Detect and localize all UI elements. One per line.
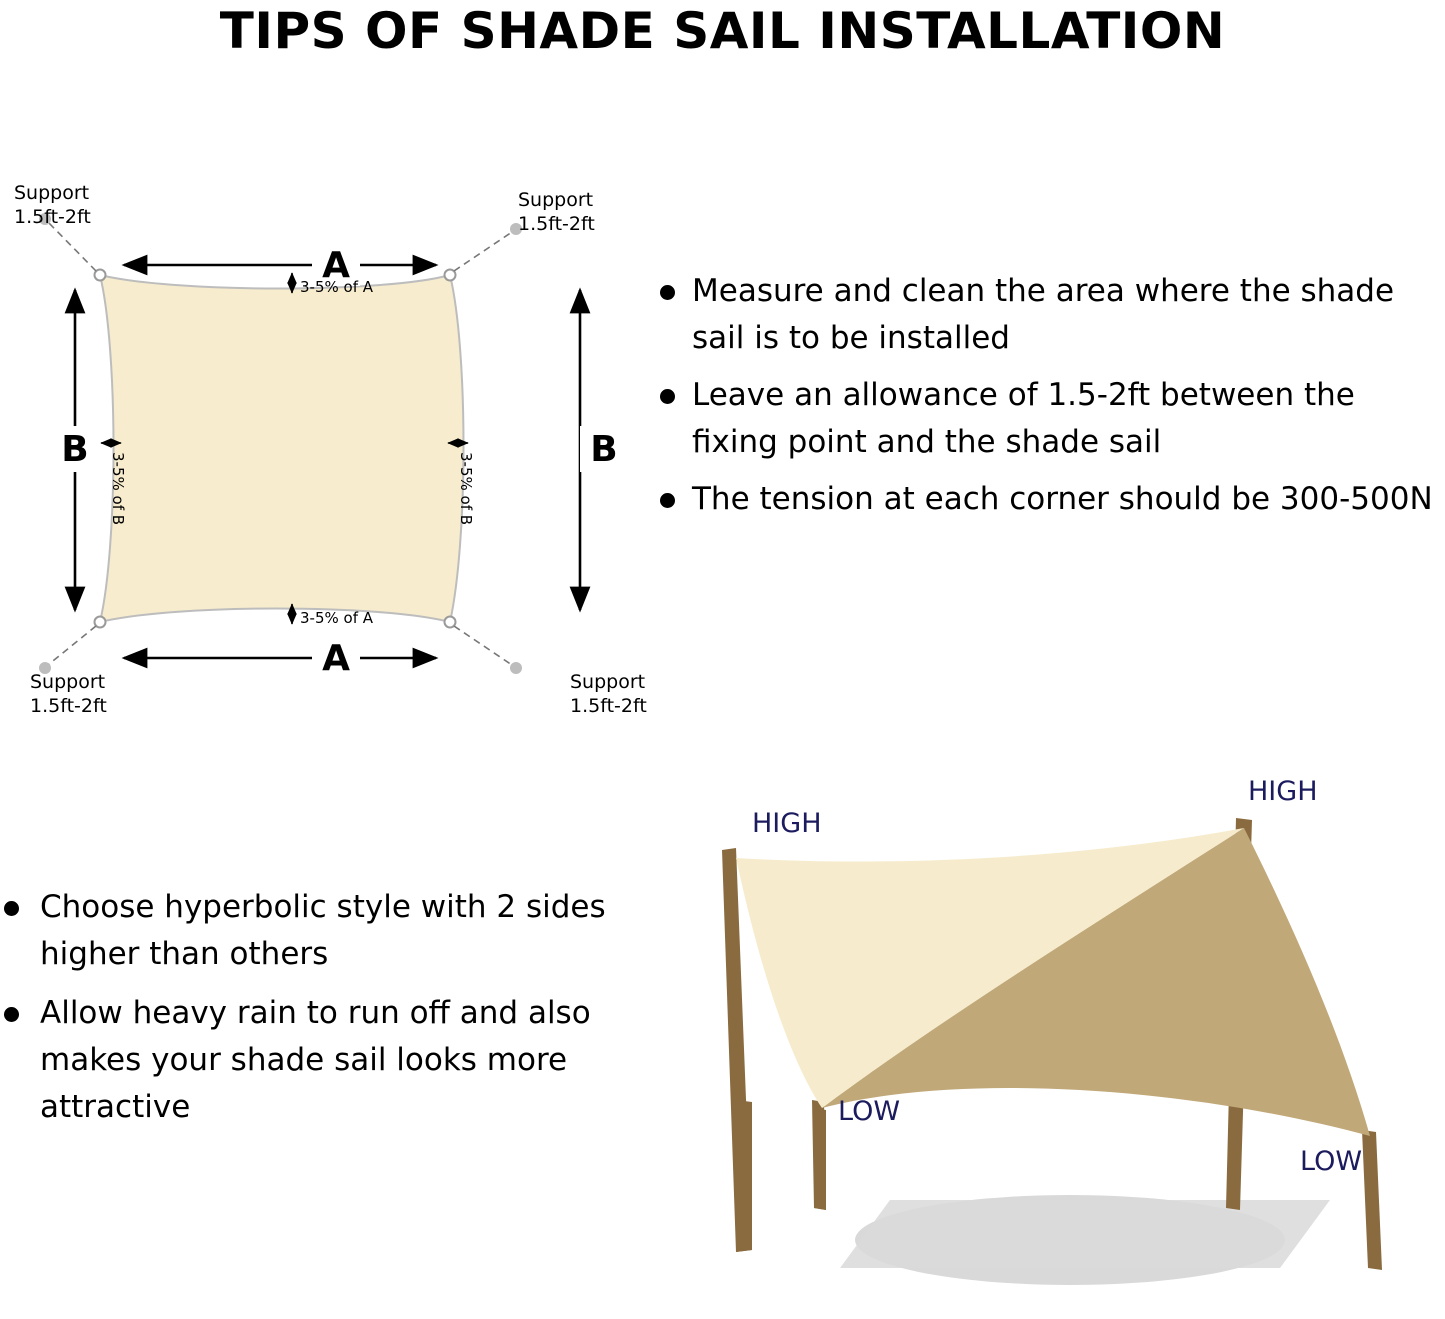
support-line-bottom-right — [454, 626, 512, 665]
support-label-bottom-right-line1: Support — [570, 671, 646, 693]
dimension-label-top-A: A — [322, 245, 350, 286]
curve-label-bottom: 3-5% of A — [300, 609, 374, 627]
bullet-dot-icon — [4, 1007, 19, 1022]
dimension-label-left-B: B — [61, 429, 89, 470]
post-low-left-front — [814, 1108, 826, 1210]
list-item-text: Choose hyperbolic style with 2 sides higher than others — [40, 889, 606, 973]
sail-shape — [100, 275, 464, 622]
corner-eyelet — [445, 270, 456, 281]
page-title: TIPS OF SHADE SAIL INSTALLATION — [219, 2, 1226, 60]
list-item — [0, 884, 620, 978]
curve-label-right: 3-5% of B — [457, 452, 475, 526]
bullet-dot-icon — [660, 493, 675, 508]
list-item — [648, 476, 1445, 523]
list-item — [648, 268, 1445, 362]
support-label-bottom-left-line2: 1.5ft-2ft — [30, 695, 107, 717]
label-low-right: LOW — [1300, 1146, 1363, 1177]
label-high-right: HIGH — [1248, 776, 1318, 807]
support-line-top-right — [454, 232, 512, 271]
ground-shadow-2 — [840, 1200, 1330, 1268]
list-item-text: Leave an allowance of 1.5-2ft between the fixing point and the shade sail — [692, 377, 1355, 461]
list-item — [0, 990, 620, 1131]
label-high-left: HIGH — [752, 808, 822, 839]
support-label-top-right-line2: 1.5ft-2ft — [518, 213, 595, 235]
support-line-bottom-left — [48, 626, 96, 665]
support-label-top-left-line1: Support — [14, 182, 90, 204]
hyperbolic-sail-diagram — [640, 770, 1445, 1319]
support-label-top-right-line1: Support — [518, 189, 594, 211]
bullet-dot-icon — [4, 901, 19, 916]
corner-eyelet — [445, 617, 456, 628]
dimension-label-bottom-A: A — [322, 638, 350, 679]
list-item-text: Allow heavy rain to run off and also makes your shade sail looks more attractive — [40, 995, 591, 1126]
corner-eyelet — [95, 617, 106, 628]
bullet-dot-icon — [660, 389, 675, 404]
bullet-dot-icon — [660, 285, 675, 300]
label-low-left: LOW — [838, 1096, 901, 1127]
anchor-point — [510, 662, 522, 674]
list-item-text: Measure and clean the area where the shade sail is to be installed — [692, 273, 1395, 357]
dimension-label-right-B: B — [590, 429, 618, 470]
support-line-top-left — [48, 222, 96, 271]
post-high-left-front — [736, 1100, 752, 1252]
curve-label-top: 3-5% of A — [300, 278, 374, 296]
installation-tips-list — [648, 268, 1445, 534]
support-label-bottom-right-line2: 1.5ft-2ft — [570, 695, 647, 717]
list-item — [648, 372, 1445, 466]
support-label-bottom-left-line1: Support — [30, 671, 106, 693]
post-low-right — [1362, 1130, 1382, 1270]
hyperbolic-tips-list — [0, 884, 620, 1144]
rectangular-sail-diagram — [0, 160, 660, 730]
corner-eyelet — [95, 270, 106, 281]
curve-label-left: 3-5% of B — [109, 452, 127, 526]
support-label-top-left-line2: 1.5ft-2ft — [14, 206, 91, 228]
list-item-text: The tension at each corner should be 300-500N — [692, 481, 1433, 518]
